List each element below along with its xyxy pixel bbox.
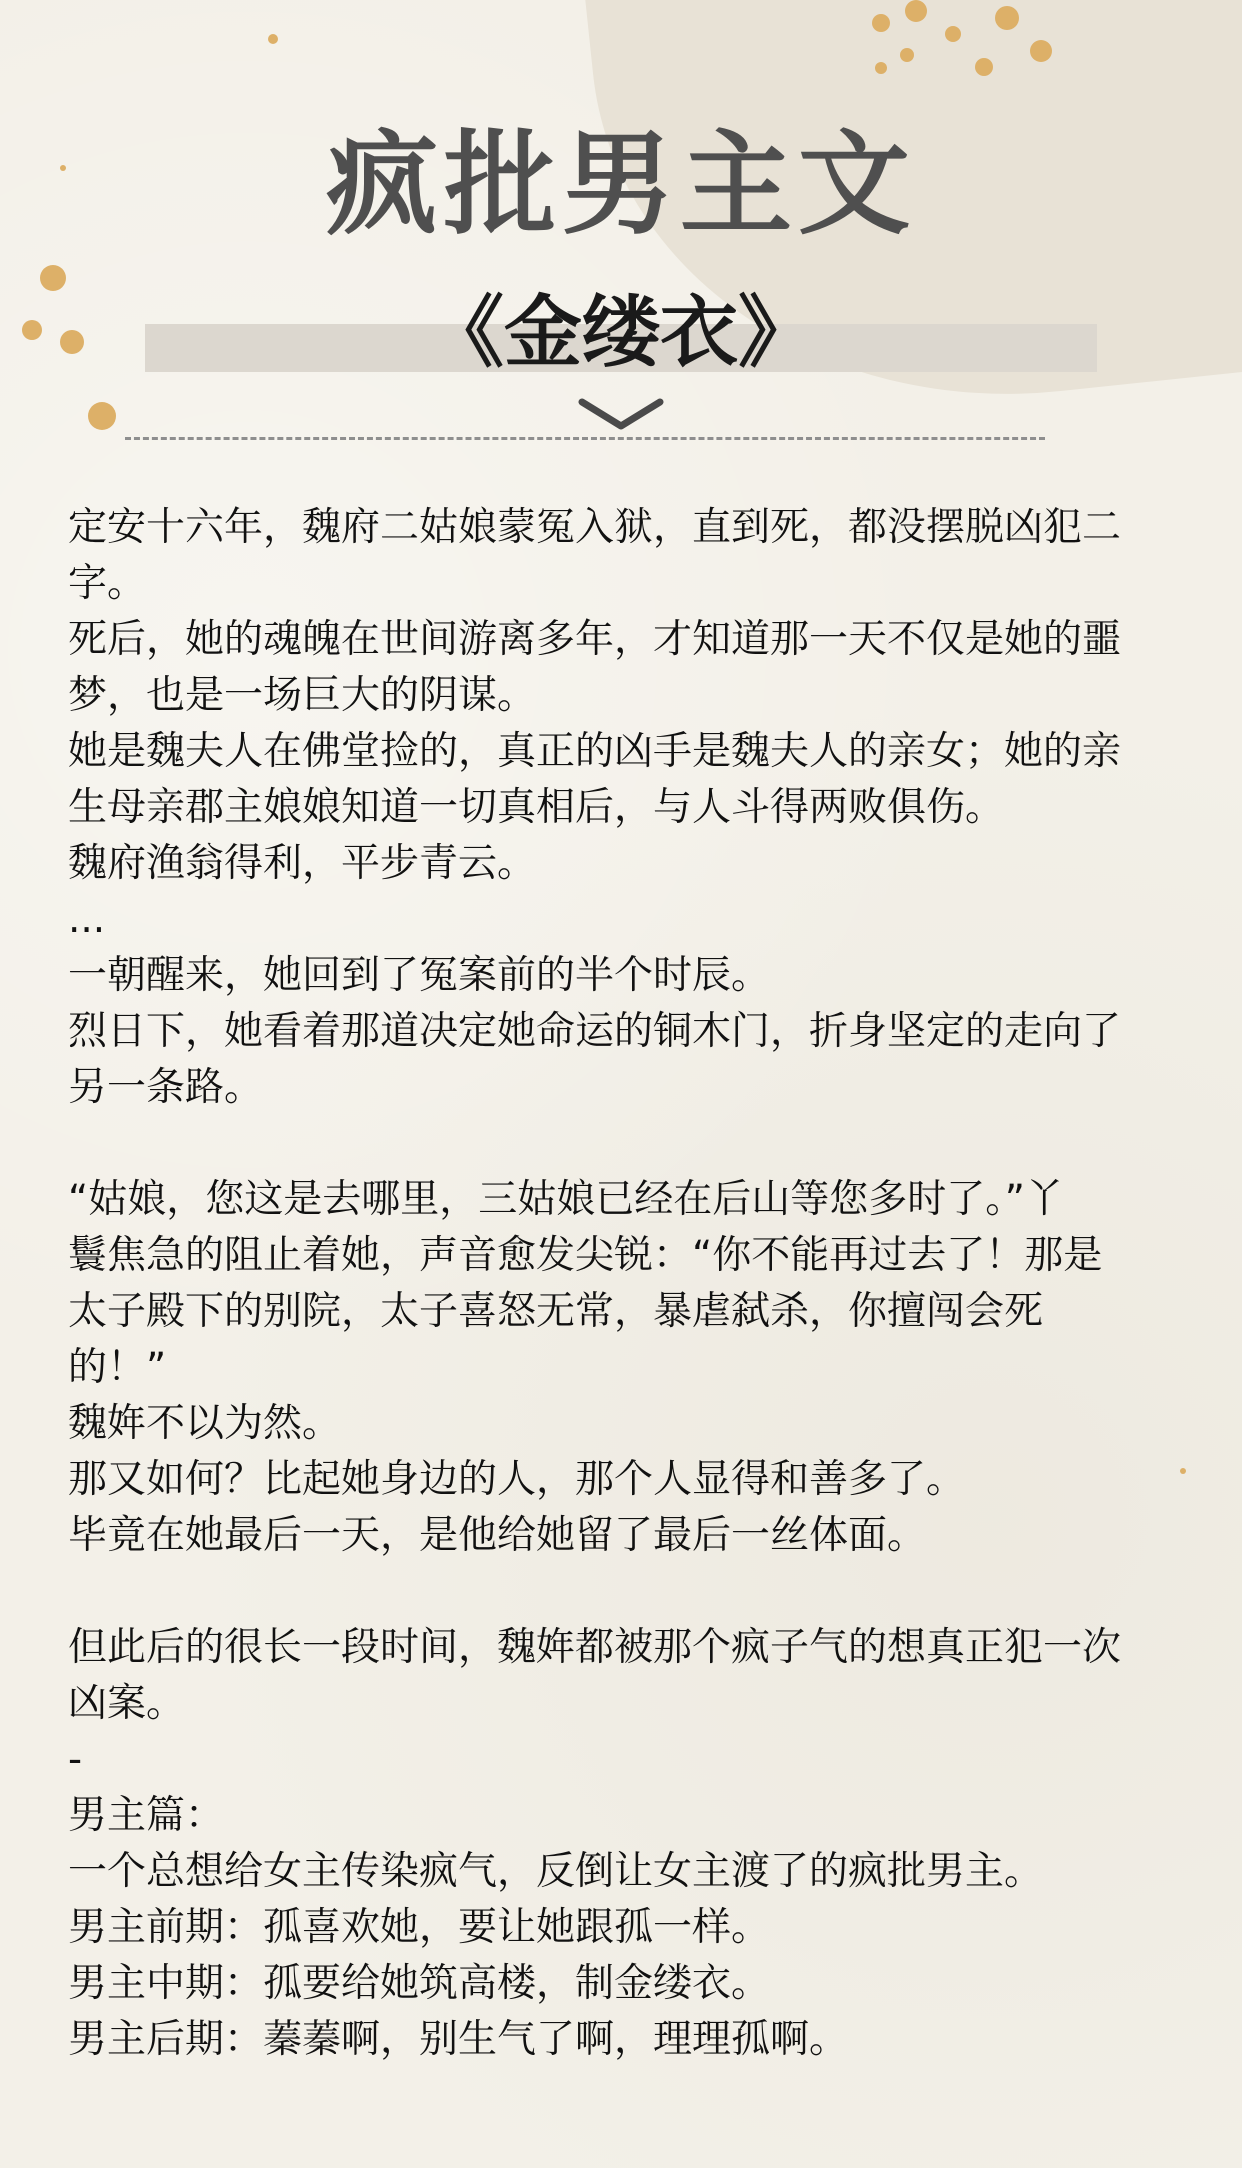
dashed-divider <box>125 437 1045 440</box>
decorative-dot <box>975 58 993 76</box>
text-line: 定安十六年，魏府二姑娘蒙冤入狱，直到死，都没摆脱凶犯二 <box>68 505 1122 550</box>
text-line: 一个总想给女主传染疯气，反倒让女主渡了的疯批男主。 <box>68 1849 1044 1894</box>
text-line: 男主篇： <box>68 1793 225 1838</box>
text-line: 太子殿下的别院，太子喜怒无常，暴虐弑杀，你擅闯会死 <box>68 1289 1044 1334</box>
text-line: 男主前期：孤喜欢她，要让她跟孤一样。 <box>68 1905 771 1950</box>
text-line: 她是魏夫人在佛堂捡的，真正的凶手是魏夫人的亲女；她的亲 <box>68 729 1122 774</box>
text-line: 生母亲郡主娘娘知道一切真相后，与人斗得两败俱伤。 <box>68 785 1005 830</box>
text-line: 毕竟在她最后一天，是他给她留了最后一丝体面。 <box>68 1513 927 1558</box>
decorative-dot <box>268 34 278 44</box>
decorative-dot <box>872 14 890 32</box>
text-line: 魏姩不以为然。 <box>68 1401 342 1446</box>
decorative-dot <box>88 402 116 430</box>
text-line: ... <box>68 897 106 942</box>
book-title: 《金缕衣》 <box>425 288 816 378</box>
text-line: 的！” <box>68 1345 167 1390</box>
chevron-down-icon <box>578 396 664 436</box>
text-line: 那又如何？比起她身边的人，那个人显得和善多了。 <box>68 1457 966 1502</box>
synopsis-text <box>68 500 1178 2068</box>
decorative-dot <box>995 6 1019 30</box>
decorative-dot <box>1030 40 1052 62</box>
decorative-dot <box>875 62 887 74</box>
blank-line <box>68 1116 1178 1172</box>
decorative-dot <box>900 48 914 62</box>
decorative-dot <box>1180 1468 1186 1474</box>
blank-line <box>68 1564 1178 1620</box>
text-line: 魏府渔翁得利，平步青云。 <box>68 841 537 886</box>
text-line: 死后，她的魂魄在世间游离多年，才知道那一天不仅是她的噩 <box>68 617 1122 662</box>
decorative-dot <box>905 0 927 22</box>
text-line: “姑娘，您这是去哪里，三姑娘已经在后山等您多时了。”丫 <box>68 1177 1064 1222</box>
text-line: 鬟焦急的阻止着她，声音愈发尖锐：“你不能再过去了！那是 <box>68 1233 1103 1278</box>
text-line: 男主中期：孤要给她筑高楼，制金缕衣。 <box>68 1961 771 2006</box>
text-line: - <box>68 1737 83 1782</box>
text-line: 凶案。 <box>68 1681 186 1726</box>
text-line: 烈日下，她看着那道决定她命运的铜木门，折身坚定的走向了 <box>68 1009 1122 1054</box>
page-title: 疯批男主文 <box>326 120 916 250</box>
text-line: 男主后期：蓁蓁啊，别生气了啊，理理孤啊。 <box>68 2017 849 2062</box>
text-line: 一朝醒来，她回到了冤案前的半个时辰。 <box>68 953 771 998</box>
decorative-dot <box>945 26 961 42</box>
text-line: 但此后的很长一段时间，魏姩都被那个疯子气的想真正犯一次 <box>68 1625 1122 1670</box>
text-line: 字。 <box>68 561 147 606</box>
text-line: 梦，也是一场巨大的阴谋。 <box>68 673 537 718</box>
text-line: 另一条路。 <box>68 1065 264 1110</box>
